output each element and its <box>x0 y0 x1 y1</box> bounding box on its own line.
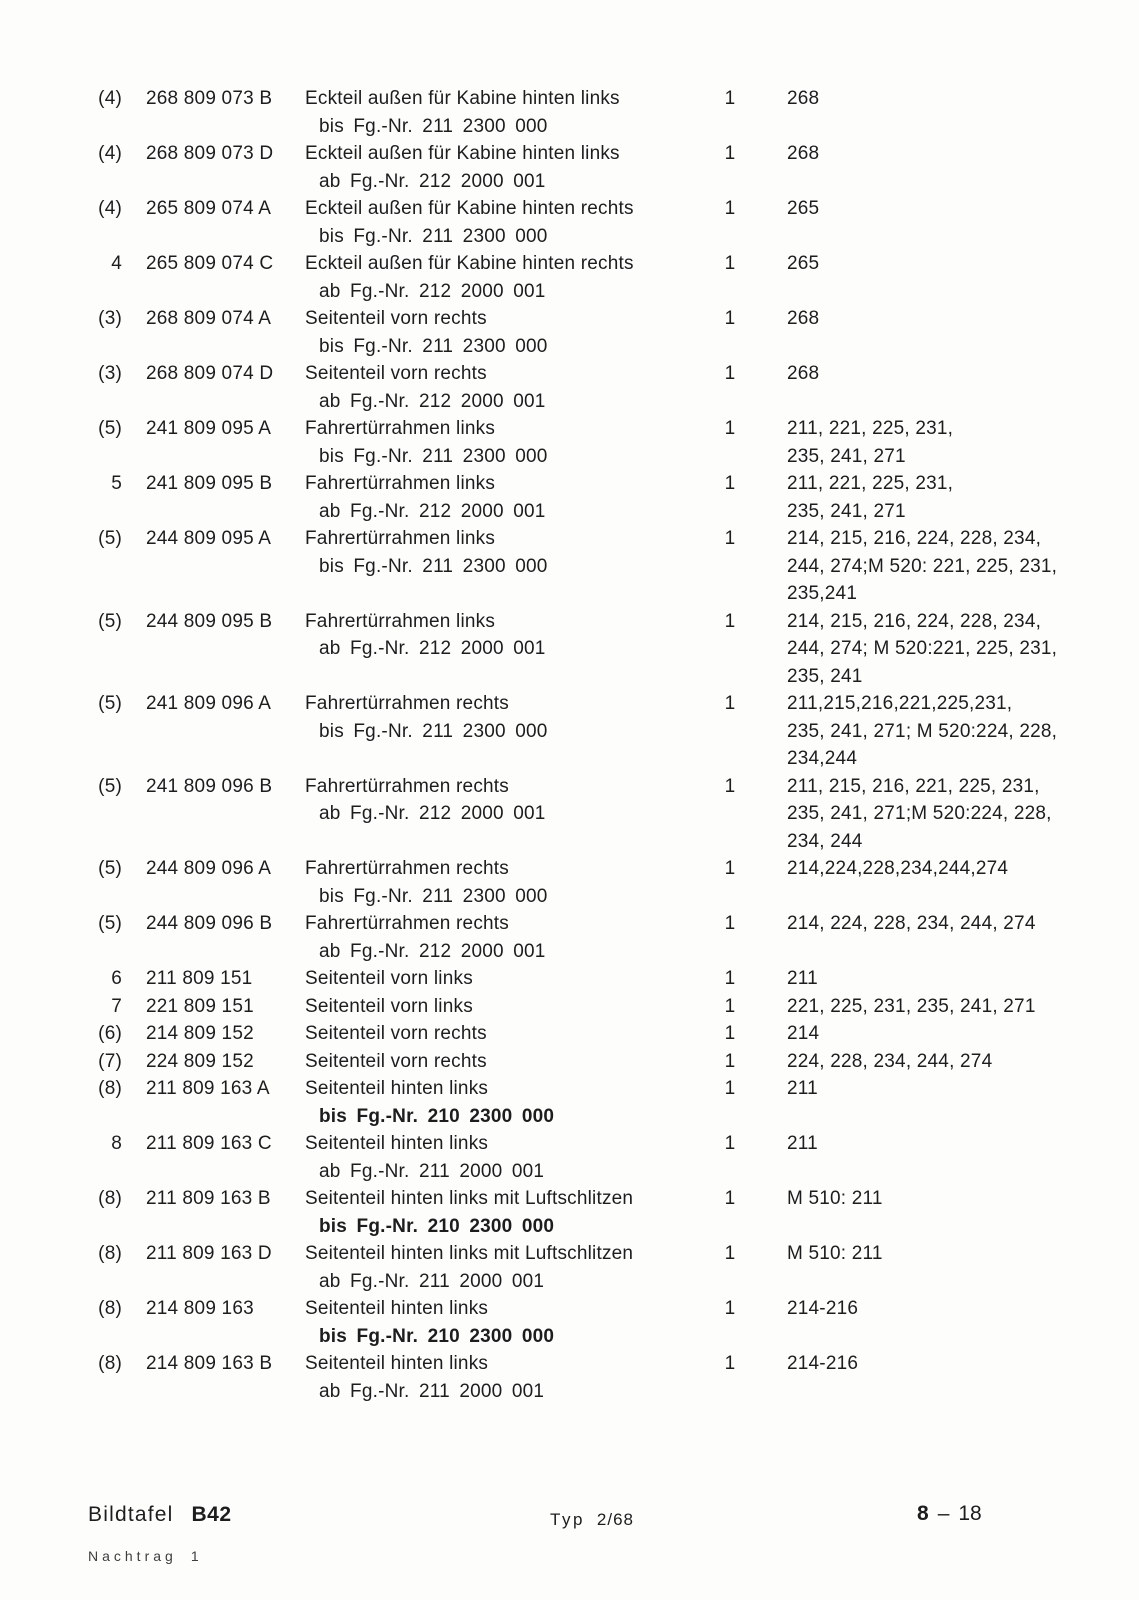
model-list <box>745 140 1088 168</box>
model-line: 211, 215, 216, 221, 225, 231, <box>787 775 1040 797</box>
description-text: Fahrertürrahmen rechts <box>305 693 509 714</box>
part-description <box>305 1240 715 1295</box>
model-line: 234, 244 <box>787 830 863 852</box>
model-line: 211,215,216,221,225,231, <box>787 693 1013 714</box>
serial-range-note: ab Fg.-Nr. 211 2000 001 <box>319 1160 545 1182</box>
position-number: (8) <box>98 1353 122 1374</box>
table-row <box>88 1075 1088 1130</box>
part-description <box>305 1295 715 1350</box>
position-number: (3) <box>98 363 122 384</box>
model-line: M 510: 211 <box>787 1243 883 1264</box>
part-number: 214 809 152 <box>146 1023 254 1044</box>
nachtrag-label: Nachtrag <box>88 1548 177 1564</box>
model-list <box>745 910 1088 938</box>
position-number: (5) <box>98 858 122 879</box>
model-list <box>745 1130 1088 1158</box>
model-line: 224, 228, 234, 244, 274 <box>787 1050 993 1072</box>
part-number: 214 809 163 B <box>146 1353 273 1374</box>
quantity: 1 <box>724 1023 736 1044</box>
parts-table <box>88 85 1088 1405</box>
part-number: 268 809 074 A <box>146 308 272 329</box>
description-text: Eckteil außen für Kabine hinten rechts <box>305 198 634 219</box>
table-row <box>88 195 1088 250</box>
serial-range-note: bis Fg.-Nr. 211 2300 000 <box>319 885 548 907</box>
part-description <box>305 1048 715 1076</box>
part-description <box>305 1075 715 1130</box>
serial-range-note: bis Fg.-Nr. 210 2300 000 <box>319 1215 555 1237</box>
part-description <box>305 965 715 993</box>
part-description <box>305 250 715 305</box>
description-text: Fahrertürrahmen links <box>305 528 496 549</box>
description-text: Fahrertürrahmen rechts <box>305 858 509 879</box>
bildtafel-label: Bildtafel <box>88 1503 174 1526</box>
table-row <box>88 1295 1088 1350</box>
serial-range-note: bis Fg.-Nr. 211 2300 000 <box>319 115 548 137</box>
part-description <box>305 525 715 580</box>
model-line: 268 <box>787 143 820 164</box>
part-number: 211 809 151 <box>146 968 253 989</box>
table-row <box>88 250 1088 305</box>
part-description <box>305 1130 715 1185</box>
serial-range-note: ab Fg.-Nr. 212 2000 001 <box>319 390 546 412</box>
part-description <box>305 1185 715 1240</box>
quantity: 1 <box>724 858 736 879</box>
model-list <box>745 1185 1088 1213</box>
description-text: Eckteil außen für Kabine hinten links <box>305 88 620 109</box>
position-number: (3) <box>98 308 122 329</box>
model-list <box>745 195 1088 223</box>
position-number: (5) <box>98 693 122 714</box>
description-text: Seitenteil vorn rechts <box>305 308 487 329</box>
quantity: 1 <box>724 1298 736 1319</box>
quantity: 1 <box>724 143 736 164</box>
position-number: (5) <box>98 610 122 632</box>
serial-range-note: ab Fg.-Nr. 211 2000 001 <box>319 1380 545 1402</box>
part-description <box>305 85 715 140</box>
table-row <box>88 85 1088 140</box>
position-number: (8) <box>98 1243 122 1264</box>
description-text: Seitenteil vorn rechts <box>305 1050 487 1072</box>
part-description <box>305 1020 715 1048</box>
table-row <box>88 525 1088 608</box>
position-number: (7) <box>98 1050 122 1072</box>
model-list <box>745 1048 1088 1076</box>
table-row <box>88 773 1088 856</box>
quantity: 1 <box>724 1353 736 1374</box>
model-list <box>745 608 1088 691</box>
table-row <box>88 1240 1088 1295</box>
quantity: 1 <box>724 528 736 549</box>
part-number: 244 809 096 B <box>146 913 273 934</box>
description-text: Seitenteil vorn links <box>305 995 473 1017</box>
quantity: 1 <box>724 775 736 797</box>
serial-range-note: bis Fg.-Nr. 211 2300 000 <box>319 335 548 357</box>
part-number: 244 809 095 A <box>146 528 272 549</box>
part-number: 211 809 163 A <box>146 1078 270 1099</box>
quantity: 1 <box>724 308 736 329</box>
table-row <box>88 415 1088 470</box>
footer-bildtafel <box>88 1503 232 1527</box>
position-number: (4) <box>98 198 122 219</box>
footer-nachtrag <box>88 1548 203 1564</box>
model-line: M 510: 211 <box>787 1188 883 1209</box>
model-list <box>745 1350 1088 1378</box>
model-line: 211, 221, 225, 231, <box>787 418 954 439</box>
position-number: (6) <box>98 1023 122 1044</box>
part-description <box>305 195 715 250</box>
part-number: 241 809 095 A <box>146 418 272 439</box>
serial-range-note: bis Fg.-Nr. 211 2300 000 <box>319 225 548 247</box>
model-line: 244, 274; M 520:221, 225, 231, <box>787 638 1058 659</box>
model-list <box>745 305 1088 333</box>
serial-range-note: bis Fg.-Nr. 211 2300 000 <box>319 445 548 467</box>
model-line: 235, 241 <box>787 665 863 687</box>
quantity: 1 <box>724 1050 736 1072</box>
model-line: 235, 241, 271 <box>787 500 906 522</box>
model-line: 221, 225, 231, 235, 241, 271 <box>787 995 1036 1017</box>
description-text: Seitenteil hinten links mit Luftschlitzen <box>305 1243 634 1264</box>
table-row <box>88 608 1088 691</box>
description-text: Seitenteil vorn rechts <box>305 363 487 384</box>
part-number: 244 809 095 B <box>146 610 273 632</box>
description-text: Fahrertürrahmen links <box>305 473 496 494</box>
table-row <box>88 1185 1088 1240</box>
model-line: 211 <box>787 1133 818 1154</box>
quantity: 1 <box>724 198 736 219</box>
quantity: 1 <box>724 363 736 384</box>
part-description <box>305 910 715 965</box>
serial-range-note: ab Fg.-Nr. 212 2000 001 <box>319 170 546 192</box>
bildtafel-code: B42 <box>191 1503 232 1526</box>
model-list <box>745 1075 1088 1103</box>
model-list <box>745 855 1088 883</box>
serial-range-note: bis Fg.-Nr. 211 2300 000 <box>319 555 548 577</box>
page-number <box>917 1502 982 1526</box>
part-number: 265 809 074 A <box>146 198 272 219</box>
model-list <box>745 470 1088 525</box>
description-text: Eckteil außen für Kabine hinten links <box>305 143 620 164</box>
position-number: 6 <box>111 968 122 989</box>
description-text: Fahrertürrahmen links <box>305 610 496 632</box>
quantity: 1 <box>724 610 736 632</box>
model-line: 268 <box>787 363 820 384</box>
model-line: 265 <box>787 198 820 219</box>
model-line: 214-216 <box>787 1353 859 1374</box>
serial-range-note: ab Fg.-Nr. 212 2000 001 <box>319 940 546 962</box>
table-row <box>88 910 1088 965</box>
model-line: 214, 215, 216, 224, 228, 234, <box>787 528 1042 549</box>
model-line: 214, 224, 228, 234, 244, 274 <box>787 913 1036 934</box>
quantity: 1 <box>724 418 736 439</box>
description-text: Seitenteil hinten links <box>305 1133 489 1154</box>
part-description <box>305 690 715 745</box>
table-row <box>88 360 1088 415</box>
part-number: 211 809 163 D <box>146 1243 272 1264</box>
part-description <box>305 773 715 828</box>
page-number-dash: – <box>937 1502 950 1525</box>
model-line: 234,244 <box>787 748 858 769</box>
model-list <box>745 250 1088 278</box>
model-line: 268 <box>787 308 820 329</box>
part-number: 241 809 096 A <box>146 693 272 714</box>
part-number: 268 809 074 D <box>146 363 274 384</box>
quantity: 1 <box>724 693 736 714</box>
description-text: Fahrertürrahmen links <box>305 418 496 439</box>
part-description <box>305 855 715 910</box>
table-row <box>88 470 1088 525</box>
part-description <box>305 415 715 470</box>
position-number: (5) <box>98 913 122 934</box>
table-row <box>88 140 1088 195</box>
nachtrag-value: 1 <box>190 1548 203 1564</box>
quantity: 1 <box>724 1243 736 1264</box>
model-line: 235,241 <box>787 583 858 604</box>
position-number: (8) <box>98 1298 122 1319</box>
table-row <box>88 1350 1088 1405</box>
part-description <box>305 470 715 525</box>
typ-label: Typ <box>550 1510 585 1529</box>
model-line: 265 <box>787 253 820 274</box>
model-line: 214 <box>787 1023 820 1044</box>
position-number: (4) <box>98 88 122 109</box>
position-number: 5 <box>111 473 122 494</box>
quantity: 1 <box>724 1188 736 1209</box>
serial-range-note: ab Fg.-Nr. 212 2000 001 <box>319 803 546 824</box>
serial-range-note: ab Fg.-Nr. 212 2000 001 <box>319 638 546 659</box>
model-line: 235, 241, 271; M 520:224, 228, <box>787 720 1058 742</box>
part-description <box>305 608 715 663</box>
description-text: Fahrertürrahmen rechts <box>305 913 509 934</box>
part-number: 221 809 151 <box>146 995 254 1017</box>
footer-typ <box>550 1510 634 1530</box>
table-row <box>88 1020 1088 1048</box>
part-number: 241 809 096 B <box>146 775 273 797</box>
model-line: 214,224,228,234,244,274 <box>787 858 1009 879</box>
model-list <box>745 360 1088 388</box>
description-text: Eckteil außen für Kabine hinten rechts <box>305 253 634 274</box>
part-number: 214 809 163 <box>146 1298 254 1319</box>
quantity: 1 <box>724 913 736 934</box>
quantity: 1 <box>724 995 736 1017</box>
model-line: 214-216 <box>787 1298 859 1319</box>
quantity: 1 <box>724 968 736 989</box>
part-number: 268 809 073 D <box>146 143 274 164</box>
part-number: 211 809 163 C <box>146 1133 272 1154</box>
part-description <box>305 360 715 415</box>
table-row <box>88 965 1088 993</box>
serial-range-note: bis Fg.-Nr. 210 2300 000 <box>319 1325 555 1347</box>
table-row <box>88 1130 1088 1185</box>
model-list <box>745 1295 1088 1323</box>
description-text: Fahrertürrahmen rechts <box>305 775 509 797</box>
position-number: 4 <box>111 253 122 274</box>
model-line: 268 <box>787 88 820 109</box>
table-row <box>88 855 1088 910</box>
part-number: 241 809 095 B <box>146 473 273 494</box>
part-description <box>305 140 715 195</box>
page-number-bold: 8 <box>917 1502 929 1525</box>
table-row <box>88 1048 1088 1076</box>
position-number: 8 <box>111 1133 122 1154</box>
description-text: Seitenteil hinten links <box>305 1353 489 1374</box>
model-list <box>745 1240 1088 1268</box>
position-number: (4) <box>98 143 122 164</box>
page-number-right: 18 <box>958 1502 982 1525</box>
model-list <box>745 773 1088 856</box>
part-number: 224 809 152 <box>146 1050 254 1072</box>
position-number: (5) <box>98 528 122 549</box>
model-line: 244, 274;M 520: 221, 225, 231, <box>787 555 1058 577</box>
serial-range-note: bis Fg.-Nr. 211 2300 000 <box>319 720 548 742</box>
typ-value: 2/68 <box>596 1510 634 1529</box>
part-description <box>305 1350 715 1405</box>
model-line: 235, 241, 271 <box>787 445 906 467</box>
position-number: 7 <box>111 995 122 1017</box>
model-list <box>745 993 1088 1021</box>
model-list <box>745 690 1088 773</box>
model-list <box>745 1020 1088 1048</box>
quantity: 1 <box>724 253 736 274</box>
model-line: 211, 221, 225, 231, <box>787 473 954 494</box>
model-line: 214, 215, 216, 224, 228, 234, <box>787 610 1042 632</box>
part-description <box>305 993 715 1021</box>
position-number: (8) <box>98 1078 122 1099</box>
model-list <box>745 525 1088 608</box>
quantity: 1 <box>724 88 736 109</box>
table-row <box>88 690 1088 773</box>
model-line: 211 <box>787 1078 818 1099</box>
model-line: 235, 241, 271;M 520:224, 228, <box>787 803 1052 824</box>
part-number: 244 809 096 A <box>146 858 272 879</box>
part-number: 268 809 073 B <box>146 88 273 109</box>
model-list <box>745 415 1088 470</box>
quantity: 1 <box>724 1078 736 1099</box>
position-number: (5) <box>98 775 122 797</box>
part-number: 265 809 074 C <box>146 253 274 274</box>
quantity: 1 <box>724 473 736 494</box>
description-text: Seitenteil hinten links mit Luftschlitzen <box>305 1188 634 1209</box>
model-list <box>745 965 1088 993</box>
table-row <box>88 993 1088 1021</box>
part-number: 211 809 163 B <box>146 1188 271 1209</box>
description-text: Seitenteil hinten links <box>305 1298 489 1319</box>
position-number: (8) <box>98 1188 122 1209</box>
serial-range-note: ab Fg.-Nr. 211 2000 001 <box>319 1270 545 1292</box>
model-list <box>745 85 1088 113</box>
serial-range-note: ab Fg.-Nr. 212 2000 001 <box>319 280 546 302</box>
serial-range-note: ab Fg.-Nr. 212 2000 001 <box>319 500 546 522</box>
serial-range-note: bis Fg.-Nr. 210 2300 000 <box>319 1105 555 1127</box>
model-line: 211 <box>787 968 818 989</box>
position-number: (5) <box>98 418 122 439</box>
description-text: Seitenteil vorn rechts <box>305 1023 487 1044</box>
part-description <box>305 305 715 360</box>
description-text: Seitenteil vorn links <box>305 968 473 989</box>
description-text: Seitenteil hinten links <box>305 1078 489 1099</box>
quantity: 1 <box>724 1133 736 1154</box>
table-row <box>88 305 1088 360</box>
